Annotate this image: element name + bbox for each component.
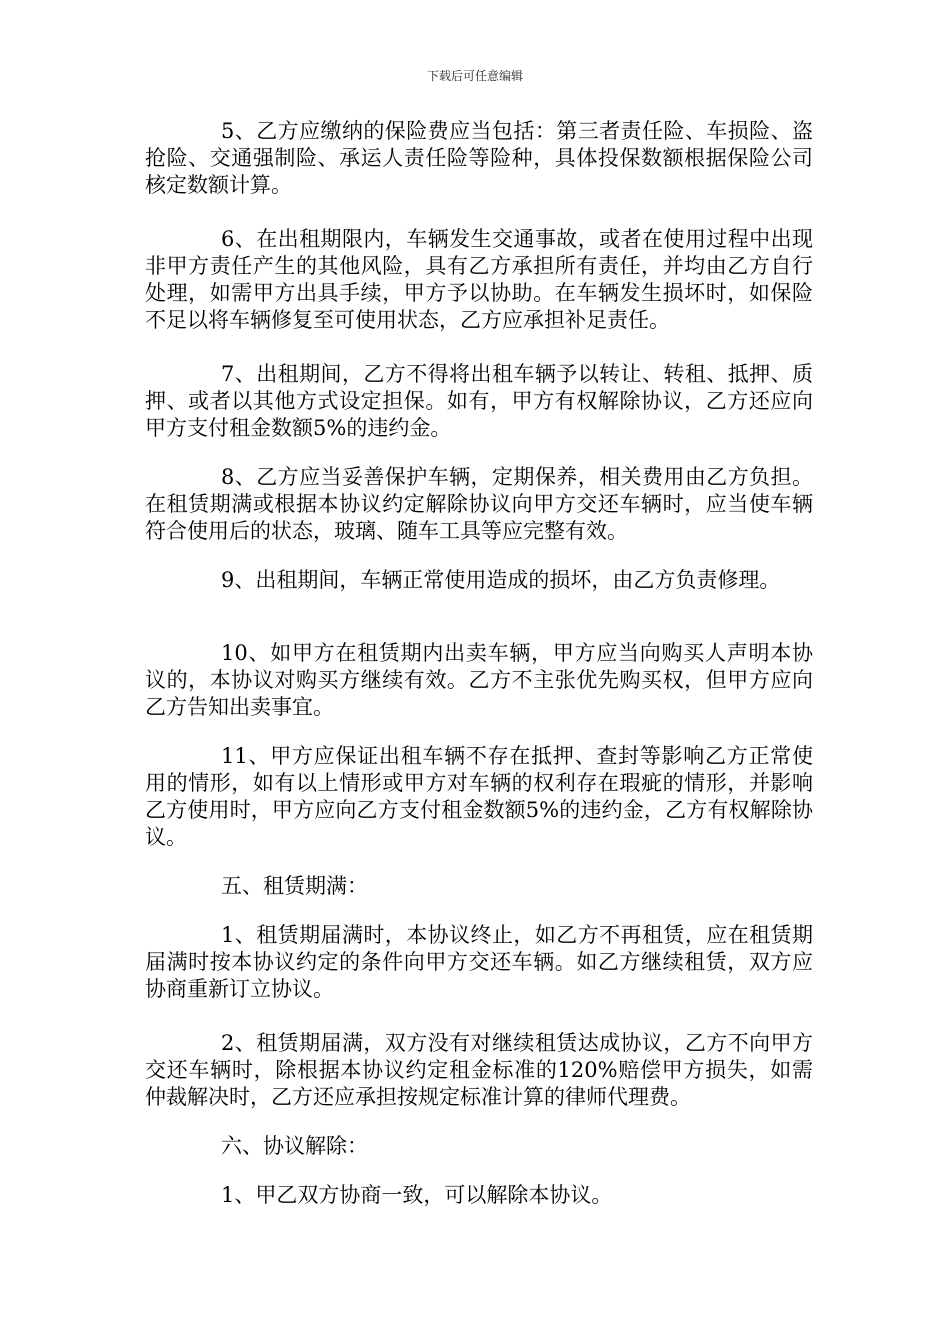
page-header: 下载后可任意编辑 [426,69,523,83]
clause-9: 9、出租期间，车辆正常使用造成的损坏，由乙方负责修理。 [221,568,781,592]
clause-11: 11、甲方应保证出租车辆不存在抵押、查封等影响乙方正常使用的情形，如有以上情形或甲方对车辆的权利存在瑕疵的情形，并影响乙方使用时，甲方应向乙方支付租金数额5%的违约金，乙方有权解除协议。 [145,744,813,849]
document-body [145,118,813,1209]
expiry-clause-1: 1、租赁期届满时，本协议终止，如乙方不再租赁，应在租赁期届满时按本协议约定的条件向甲方交还车辆。如乙方继续租赁，双方应协商重新订立协议。 [145,923,813,1001]
section-heading-lease-expiry: 五、租赁期满： [221,874,368,898]
clause-5: 5、乙方应缴纳的保险费应当包括：第三者责任险、车损险、盗抢险、交通强制险、承运人责任险等险种，具体投保数额根据保险公司核定数额计算。 [145,119,813,197]
clause-8: 8、乙方应当妥善保护车辆，定期保养，相关费用由乙方负担。在租赁期满或根据本协议约定解除协议向甲方交还车辆时，应当使车辆符合使用后的状态，玻璃、随车工具等应完整有效。 [145,465,813,543]
clause-7: 7、出租期间，乙方不得将出租车辆予以转让、转租、抵押、质押、或者以其他方式设定担保。如有，甲方有权解除协议，乙方还应向甲方支付租金数额5%的违约金。 [145,362,813,440]
clause-10: 10、如甲方在租赁期内出卖车辆，甲方应当向购买人声明本协议的，本协议对购买方继续有效。乙方不主张优先购买权，但甲方应向乙方告知出卖事宜。 [145,641,813,719]
section-heading-termination: 六、协议解除： [221,1134,368,1158]
termination-clause-1: 1、甲乙双方协商一致，可以解除本协议。 [221,1183,613,1207]
expiry-clause-2: 2、租赁期届满，双方没有对继续租赁达成协议，乙方不向甲方交还车辆时，除根据本协议约定租金标准的120%赔偿甲方损失，如需仲裁解决时，乙方还应承担按规定标准计算的律师代理费。 [145,1031,813,1109]
clause-6: 6、在出租期限内，车辆发生交通事故，或者在使用过程中出现非甲方责任产生的其他风险，具有乙方承担所有责任，并均由乙方自行处理，如需甲方出具手续，甲方予以协助。在车辆发生损坏时，如保险不足以将车辆修复至可使用状态，乙方应承担补足责任。 [145,227,813,332]
